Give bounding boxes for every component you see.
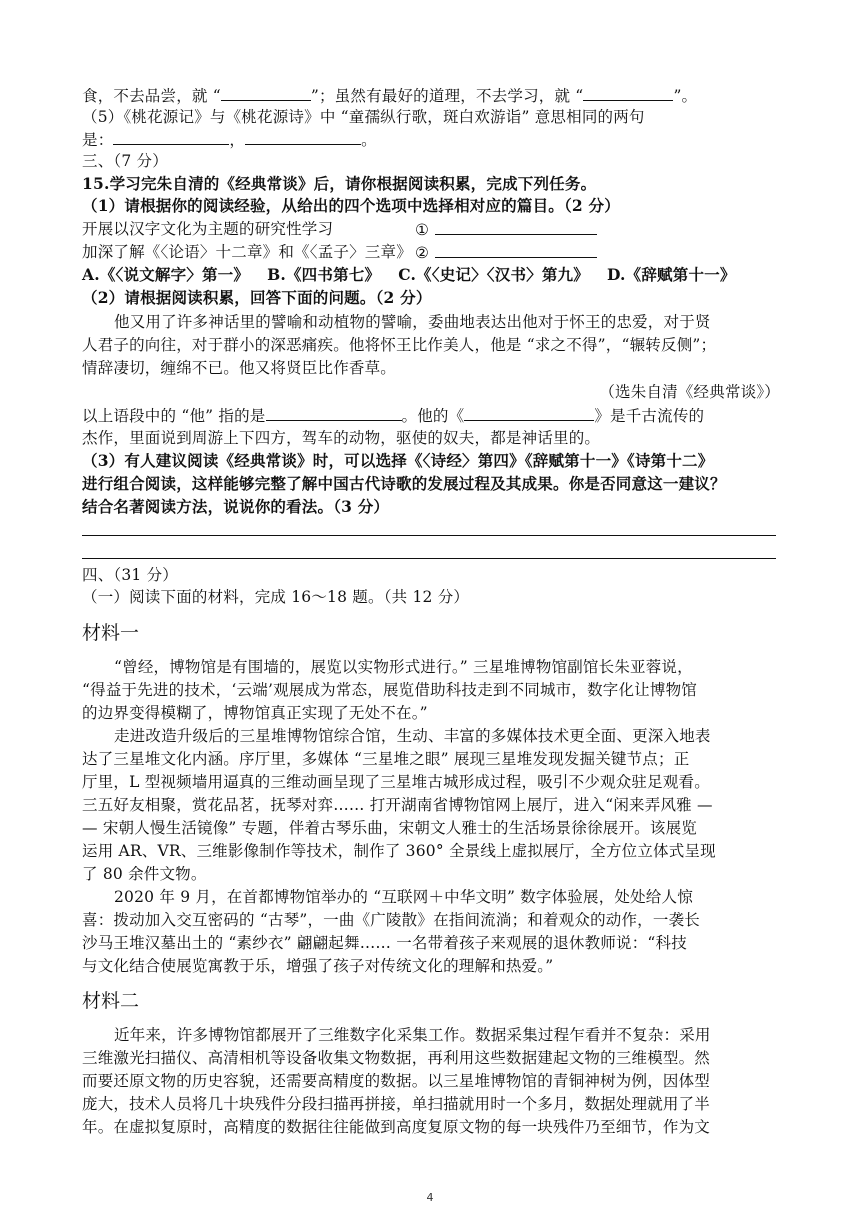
material-1-line: 的边界变得模糊了，博物馆真正实现了无处不在。” <box>82 704 428 722</box>
match-row-text: 加深了解《〈论语〉十二章》和《〈孟子〉三章》 <box>82 243 412 261</box>
speaker-line-2: 杰作，里面说到周游上下四方，驾车的动物，驱使的奴夫，都是神话里的。 <box>82 429 601 447</box>
text-segment: 》是千古流传的 <box>594 407 705 425</box>
material-1-title: 材料一 <box>82 622 140 644</box>
question-15-title: 15.学习完朱自清的《经典常谈》后，请你根据阅读积累，完成下列任务。 <box>82 174 597 193</box>
answer-blank[interactable] <box>245 128 361 145</box>
option-a: A.《〈说文解字〉第一》 <box>82 265 250 284</box>
quote-source: （选朱自清《经典常谈》） <box>599 383 780 401</box>
text-segment: 。 <box>361 131 377 149</box>
answer-line[interactable] <box>82 535 776 536</box>
material-1-line: 厅里，L 型视频墙用逼真的三维动画呈现了三星堆古城形成过程，吸引不少观众驻足观看。 <box>82 773 710 791</box>
text-segment: 食，不去品尝，就 “ <box>82 87 221 105</box>
material-1-line: 达了三星堆文化内涵。序厅里，多媒体 “三星堆之眼” 展现三星堆发现发掘关键节点；正 <box>82 750 690 768</box>
text-segment: 是： <box>82 131 114 149</box>
section-4-part-1: （一）阅读下面的材料，完成 16～18 题。（共 12 分） <box>82 588 470 606</box>
material-1-line: 运用 AR、VR、三维影像制作等技术，制作了 360° 全景线上虚拟展厅，全方位立体式呈现 <box>82 842 716 860</box>
page-number: 4 <box>426 1191 434 1204</box>
text-segment: ”。 <box>673 87 698 105</box>
option-c: C.《〈史记〉〈汉书〉第九》 <box>398 265 589 284</box>
quote-line-1: 他又用了许多神话里的譬喻和动植物的譬喻，委曲地表达出他对于怀王的忠爱，对于贤 <box>114 313 711 331</box>
material-2-line: 而要还原文物的历史容貌，还需要高精度的数据。以三星堆博物馆的青铜神树为例，因体型 <box>82 1072 711 1090</box>
material-1-line: “得益于先进的技术，‘云端’观展成为常态，展览借助科技走到不同城市，数字化让博物馆 <box>82 681 697 699</box>
material-1-line: 喜：拨动加入交互密码的 “古琴”，一曲《广陵散》在指间流淌；和着观众的动作，一袭长 <box>82 911 700 929</box>
question-5-prompt: （5）《桃花源记》与《桃花源诗》中 “童孺纵行歌，斑白欢游诣” 意思相同的两句 <box>82 108 645 126</box>
answer-line[interactable] <box>82 558 776 559</box>
circle-number: ① <box>415 221 430 239</box>
section-4-heading: 四、（31 分） <box>82 566 179 584</box>
question-15-1: （1）请根据你的阅读经验，从给出的四个选项中选择相对应的篇目。（2 分） <box>82 196 620 215</box>
question-15-3-line-3: 结合名著阅读方法，说说你的看法。（3 分） <box>82 497 390 516</box>
quote-line-3: 情辞凄切，缠绵不已。他又将贤臣比作香草。 <box>82 359 397 377</box>
section-3-heading: 三、（7 分） <box>82 152 168 170</box>
material-2-line: 近年来，许多博物馆都展开了三维数字化采集工作。数据采集过程乍看并不复杂：采用 <box>114 1026 711 1044</box>
quote-line-2: 人君子的向往，对于群小的深恶痛疾。他将怀王比作美人，他是 “求之不得”，“辗转反侧”； <box>82 336 717 354</box>
fill-line-answer-5 <box>82 128 782 151</box>
answer-blank[interactable] <box>435 241 597 258</box>
material-2-line: 三维激光扫描仪、高清相机等设备收集文物数据，再利用这些数据建起文物的三维模型。然 <box>82 1049 711 1067</box>
match-row-text: 开展以汉字文化为主题的研究性学习 <box>82 220 334 238</box>
answer-blank[interactable] <box>435 218 597 235</box>
text-segment: ， <box>229 131 246 149</box>
material-1-line: 三五好友相聚，赏花品茗，抚琴对弈…… 打开湖南省博物馆网上展厅，进入“闲来弄风雅 — <box>82 796 713 814</box>
material-1-line: 与文化结合使展览寓教于乐，增强了孩子对传统文化的理解和热爱。” <box>82 957 554 975</box>
text-segment: 以上语段中的 “他” 指的是 <box>82 407 266 425</box>
material-1-line: — 宋朝人慢生活镜像” 专题，伴着古琴乐曲，宋朝文人雅士的生活场景徐徐展开。该展览 <box>82 819 697 837</box>
answer-blank[interactable] <box>113 128 229 145</box>
material-1-line: 沙马王堆汉墓出土的 “素纱衣” 翩翩起舞…… 一名带着孩子来观展的退休教师说：“科技 <box>82 934 687 952</box>
material-1-line: “曾经，博物馆是有围墙的，展览以实物形式进行。” 三星堆博物馆副馆长朱亚蓉说， <box>114 658 693 676</box>
fill-line-speaker <box>82 404 782 427</box>
match-row-2 <box>82 241 782 263</box>
match-row-answer <box>415 241 597 264</box>
answer-blank[interactable] <box>583 84 673 101</box>
match-row-answer <box>415 218 597 241</box>
material-1-line: 2020 年 9 月，在首都博物馆举办的 “互联网＋中华文明” 数字体验展，处处给人惊 <box>114 888 693 906</box>
material-2-title: 材料二 <box>82 990 140 1012</box>
text-segment: ”；虽然有最好的道理，不去学习，就 “ <box>310 87 584 105</box>
option-d: D.《辞赋第十一》 <box>606 265 736 284</box>
match-row-1 <box>82 218 782 240</box>
material-1-line: 了 80 余件文物。 <box>82 865 207 883</box>
question-15-2: （2）请根据阅读积累，回答下面的问题。（2 分） <box>82 288 432 307</box>
question-15-3-line-2: 进行组合阅读，这样能够完整了解中国古代诗歌的发展过程及其成果。你是否同意这一建议？ <box>82 474 726 493</box>
material-2-line: 庞大，技术人员将几十块残件分段扫描再拼接，单扫描就用时一个多月，数据处理就用了半 <box>82 1095 711 1113</box>
answer-blank[interactable] <box>221 84 311 101</box>
options-row <box>82 264 782 286</box>
question-15-3-line-1: （3）有人建议阅读《经典常谈》时，可以选择《〈诗经〉第四》《辞赋第十一》《诗第十二》 <box>82 451 714 470</box>
text-segment: 。他的《 <box>401 407 465 425</box>
fill-line-1 <box>82 84 782 107</box>
answer-blank[interactable] <box>464 404 594 421</box>
answer-blank[interactable] <box>266 404 402 421</box>
material-1-line: 走进改造升级后的三星堆博物馆综合馆，生动、丰富的多媒体技术更全面、更深入地表 <box>114 727 711 745</box>
material-2-line: 年。在虚拟复原时，高精度的数据往往能做到高度复原文物的每一块残件乃至细节，作为文 <box>82 1118 711 1136</box>
circle-number: ② <box>415 244 430 262</box>
option-b: B.《四书第七》 <box>267 265 381 284</box>
